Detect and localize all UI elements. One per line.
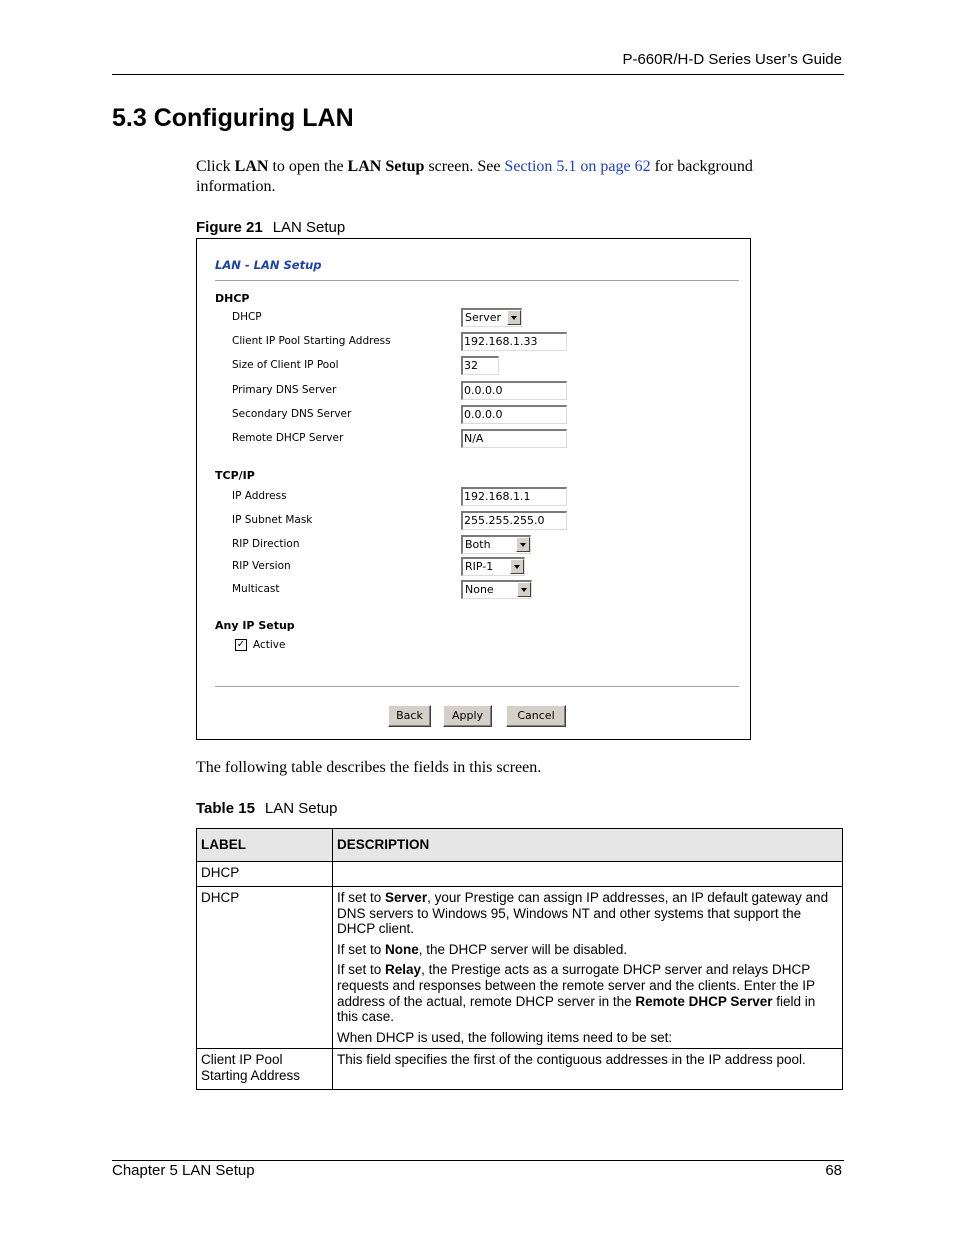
- ip-address-label: IP Address: [232, 490, 287, 502]
- anyip-group-heading: Any IP Setup: [215, 619, 295, 632]
- row-label: Client IP Pool Starting Address: [197, 1049, 333, 1090]
- lan-setup-screenshot: [196, 238, 751, 740]
- secondary-dns-input[interactable]: 0.0.0.0: [461, 405, 567, 424]
- pool-size-label: Size of Client IP Pool: [232, 359, 339, 371]
- footer-chapter: Chapter 5 LAN Setup: [112, 1162, 255, 1179]
- page-number: 68: [825, 1162, 842, 1179]
- subnet-mask-input[interactable]: 255.255.255.0: [461, 511, 567, 530]
- rip-direction-select[interactable]: Both: [461, 535, 531, 554]
- table-caption: Table 15 LAN Setup: [196, 800, 338, 817]
- table-row: [197, 1049, 843, 1090]
- dhcp-select[interactable]: Server: [461, 308, 522, 327]
- back-button[interactable]: Back: [388, 705, 431, 727]
- pool-start-label: Client IP Pool Starting Address: [232, 335, 391, 347]
- lan-setup-table: [196, 828, 843, 1090]
- screen-title: LAN - LAN Setup: [215, 258, 322, 272]
- table-header-row: [197, 829, 843, 862]
- multicast-label: Multicast: [232, 583, 280, 595]
- remote-dhcp-label: Remote DHCP Server: [232, 432, 344, 444]
- primary-dns-input[interactable]: 0.0.0.0: [461, 381, 567, 400]
- section-title: 5.3 Configuring LAN: [112, 104, 354, 132]
- rip-direction-label: RIP Direction: [232, 538, 300, 550]
- title-divider: [215, 280, 739, 282]
- cancel-button[interactable]: Cancel: [506, 705, 566, 727]
- figure-caption: Figure 21 LAN Setup: [196, 219, 346, 236]
- secondary-dns-label: Secondary DNS Server: [232, 408, 352, 420]
- chevron-down-icon[interactable]: [516, 537, 530, 552]
- active-checkbox[interactable]: ✓: [236, 639, 246, 650]
- row-description: If set to Server, your Prestige can assign IP addresses, an IP default gateway and DNS servers to Windows 95, Windows NT and other systems that support the DHCP client. If set to None, the DHCP server will be disabled. If set to Relay, the Prestige acts as a surrogate DHCP server and relays DHCP requests and responses between the remote server and the clients. Enter the IP address of the actual, remote DHCP server in the Remote DHCP Server field in this case. When DHCP is used, the following items need to be set:: [333, 887, 843, 1049]
- button-divider: [215, 686, 739, 688]
- row-description: [333, 862, 843, 887]
- row-label: DHCP: [197, 862, 333, 887]
- rip-version-label: RIP Version: [232, 560, 291, 572]
- label-column-header: LABEL: [197, 829, 333, 862]
- multicast-select[interactable]: None: [461, 580, 532, 599]
- pool-start-input[interactable]: 192.168.1.33: [461, 332, 567, 351]
- row-description: This field specifies the first of the contiguous addresses in the IP address pool.: [333, 1049, 843, 1090]
- footer-rule: [112, 1160, 844, 1161]
- chevron-down-icon[interactable]: [510, 559, 524, 574]
- section-link[interactable]: Section 5.1 on page 62: [504, 158, 651, 175]
- intro-paragraph: Click LAN to open the LAN Setup screen. See Section 5.1 on page 62 for background information.: [196, 158, 753, 195]
- tcpip-group-heading: TCP/IP: [215, 469, 255, 482]
- primary-dns-label: Primary DNS Server: [232, 384, 337, 396]
- table-row: [197, 862, 843, 887]
- remote-dhcp-input[interactable]: N/A: [461, 429, 567, 448]
- apply-button[interactable]: Apply: [443, 705, 492, 727]
- following-text: The following table describes the fields in this screen.: [196, 759, 542, 776]
- pool-size-input[interactable]: 32: [461, 356, 499, 375]
- guide-title: P-660R/H-D Series User’s Guide: [622, 51, 842, 68]
- chevron-down-icon[interactable]: [507, 310, 521, 325]
- active-label: Active: [253, 639, 286, 651]
- dhcp-group-heading: DHCP: [215, 292, 250, 305]
- header-rule: [112, 74, 844, 75]
- dhcp-label: DHCP: [232, 311, 262, 323]
- description-column-header: DESCRIPTION: [333, 829, 843, 862]
- ip-address-input[interactable]: 192.168.1.1: [461, 487, 567, 506]
- chevron-down-icon[interactable]: [517, 582, 531, 597]
- subnet-mask-label: IP Subnet Mask: [232, 514, 313, 526]
- row-label: DHCP: [197, 887, 333, 1049]
- table-row: [197, 887, 843, 1049]
- rip-version-select[interactable]: RIP-1: [461, 557, 525, 576]
